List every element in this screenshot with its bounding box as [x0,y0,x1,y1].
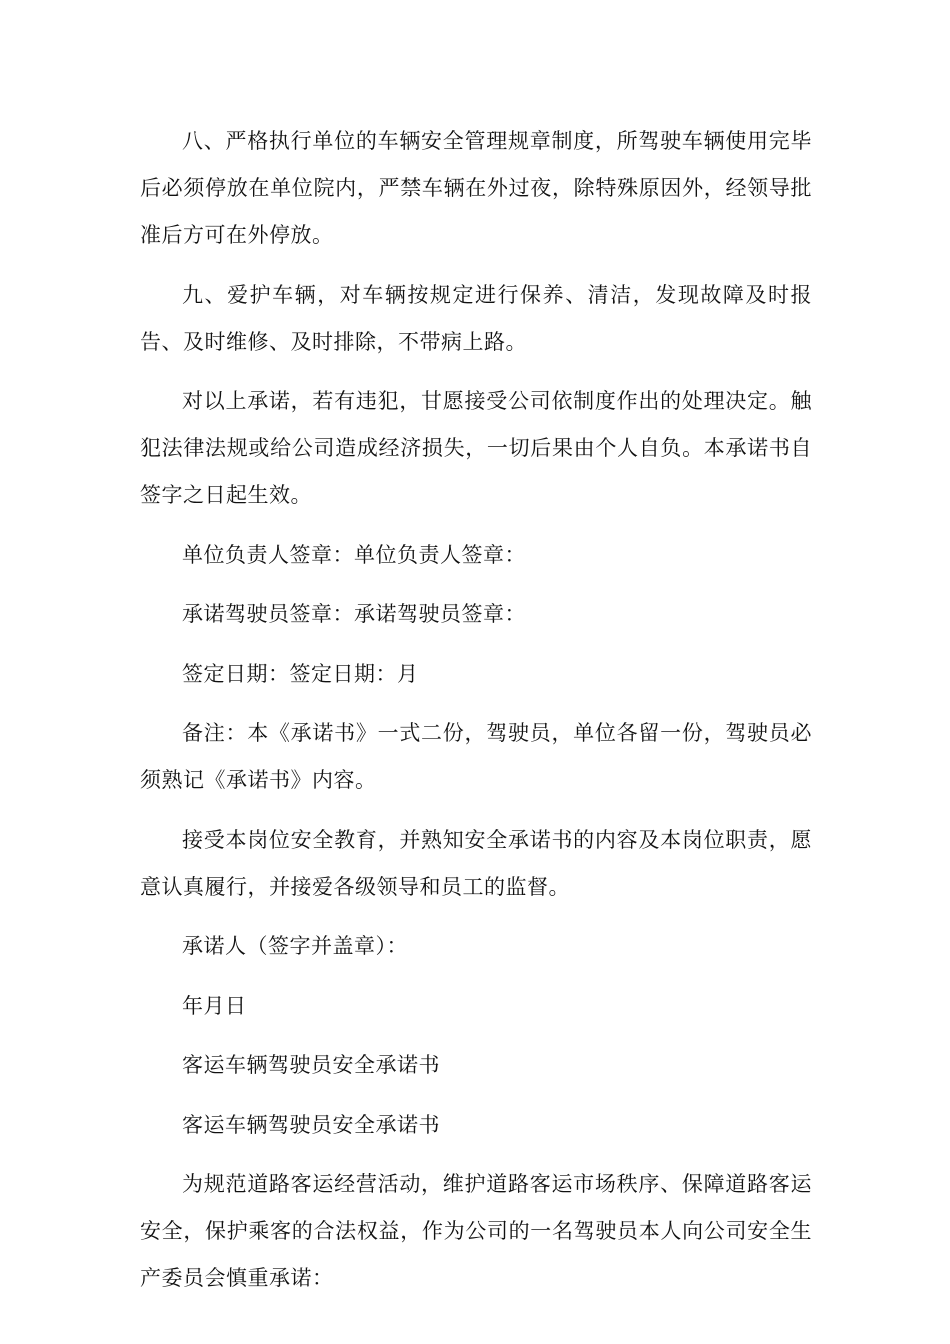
section-title: 客运车辆驾驶员安全承诺书 [182,1053,440,1077]
paragraph-commitment-statement: 对以上承诺，若有违犯，甘愿接受公司依制度作出的处理决定。触犯法律法规或给公司造成经济损失，一切后果由个人自负。本承诺书自签字之日起生效。 [140,389,812,507]
paragraph-rule-9: 九、爱护车辆，对车辆按规定进行保养、清洁，发现故障及时报告、及时维修、及时排除，不带病上路。 [140,282,812,354]
date-line: 年月日 [182,993,247,1018]
remarks-paragraph: 备注：本《承诺书》一式二份，驾驶员，单位各留一份，驾驶员必须熟记《承诺书》内容。 [140,721,812,792]
signing-date-line: 签定日期：签定日期：月 [182,661,419,686]
section-title-repeat: 客运车辆驾驶员安全承诺书 [182,1112,440,1137]
promisor-signature-line: 承诺人（签字并盖章）： [182,934,408,958]
acceptance-paragraph: 接受本岗位安全教育，并熟知安全承诺书的内容及本岗位职责，愿意认真履行，并接爱各级领导和员工的监督。 [140,827,812,899]
driver-signature-line: 承诺驾驶员签章：承诺驾驶员签章： [182,602,526,626]
unit-leader-signature-line: 单位负责人签章：单位负责人签章： [182,542,526,567]
document-body [140,118,812,1315]
intro-paragraph: 为规范道路客运经营活动，维护道路客运市场秩序、保障道路客运安全，保护乘客的合法权益，作为公司的一名驾驶员本人向公司安全生产委员会慎重承诺： [140,1172,812,1290]
paragraph-rule-8: 八、严格执行单位的车辆安全管理规章制度，所驾驶车辆使用完毕后必须停放在单位院内，严禁车辆在外过夜，除特殊原因外，经领导批准后方可在外停放。 [140,129,812,247]
